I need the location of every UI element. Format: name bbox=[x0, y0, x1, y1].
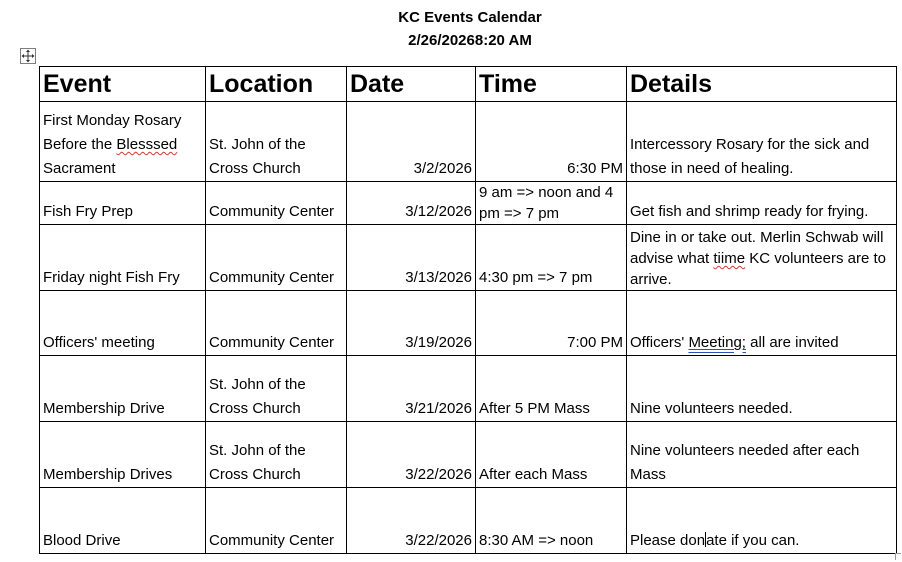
details-text: Get fish and shrimp ready for frying. bbox=[630, 203, 869, 220]
header-event[interactable]: Event bbox=[40, 67, 206, 102]
cell-date[interactable]: 3/22/2026 bbox=[347, 422, 476, 488]
cell-event[interactable]: Friday night Fish Fry bbox=[40, 225, 206, 291]
cell-location[interactable]: St. John of the Cross Church bbox=[206, 356, 347, 422]
cell-location[interactable]: St. John of the Cross Church bbox=[206, 102, 347, 182]
details-text: Officers' bbox=[630, 334, 689, 351]
details-text: all are invited bbox=[745, 334, 839, 351]
spelling-error-word[interactable]: Blesssed bbox=[116, 136, 178, 153]
cell-details[interactable] bbox=[627, 182, 897, 225]
cell-details[interactable] bbox=[627, 102, 897, 182]
cell-location[interactable]: Community Center bbox=[206, 488, 347, 554]
cell-location[interactable]: Community Center bbox=[206, 182, 347, 225]
details-text: ate if you can. bbox=[706, 532, 800, 549]
cell-date[interactable]: 3/13/2026 bbox=[347, 225, 476, 291]
cell-details[interactable] bbox=[627, 225, 897, 291]
table-resize-handle[interactable] bbox=[895, 553, 901, 560]
cell-date[interactable]: 3/19/2026 bbox=[347, 291, 476, 356]
cell-date[interactable]: 3/12/2026 bbox=[347, 182, 476, 225]
events-table bbox=[39, 66, 897, 554]
cell-event[interactable]: Fish Fry Prep bbox=[40, 182, 206, 225]
document-title: KC Events Calendar bbox=[398, 9, 542, 26]
cell-details[interactable] bbox=[627, 356, 897, 422]
details-text: Intercessory Rosary for the sick and those in need of healing. bbox=[630, 136, 870, 177]
cell-date[interactable]: 3/22/2026 bbox=[347, 488, 476, 554]
cell-location[interactable]: Community Center bbox=[206, 291, 347, 356]
grammar-flag-word[interactable]: Meeting; bbox=[688, 334, 746, 351]
table-row bbox=[40, 422, 897, 488]
header-details[interactable]: Details bbox=[627, 67, 897, 102]
cell-date[interactable]: 3/2/2026 bbox=[347, 102, 476, 182]
details-text: KC volunteers are to arrive. bbox=[630, 250, 886, 288]
details-text: Nine volunteers needed after each Mass bbox=[630, 442, 860, 483]
document-subtitle: 2/26/20268:20 AM bbox=[408, 32, 532, 49]
table-row bbox=[40, 225, 897, 291]
cell-time[interactable]: 6:30 PM bbox=[476, 102, 627, 182]
table-row bbox=[40, 356, 897, 422]
header-date[interactable]: Date bbox=[347, 67, 476, 102]
cell-event[interactable]: Membership Drive bbox=[40, 356, 206, 422]
table-row bbox=[40, 182, 897, 225]
cell-time[interactable]: 9 am => noon and 4 pm => 7 pm bbox=[476, 182, 627, 225]
header-location[interactable]: Location bbox=[206, 67, 347, 102]
cell-time[interactable]: 7:00 PM bbox=[476, 291, 627, 356]
cell-details[interactable] bbox=[627, 291, 897, 356]
cell-location[interactable]: Community Center bbox=[206, 225, 347, 291]
table-header-row bbox=[40, 67, 897, 102]
table-row bbox=[40, 291, 897, 356]
cell-date[interactable]: 3/21/2026 bbox=[347, 356, 476, 422]
event-text: First Monday Rosary Before the bbox=[43, 112, 182, 153]
event-text: Sacrament bbox=[43, 160, 116, 177]
cell-time[interactable]: After 5 PM Mass bbox=[476, 356, 627, 422]
spelling-error-word[interactable]: tiime bbox=[713, 250, 746, 267]
cell-time[interactable]: After each Mass bbox=[476, 422, 627, 488]
details-text: Dine in or take out. Merlin Schwab will advise what bbox=[630, 229, 884, 267]
cell-location[interactable]: St. John of the Cross Church bbox=[206, 422, 347, 488]
details-text: Please don bbox=[630, 532, 706, 549]
cell-details[interactable] bbox=[627, 488, 897, 554]
table-row bbox=[40, 488, 897, 554]
cell-time[interactable]: 4:30 pm => 7 pm bbox=[476, 225, 627, 291]
cell-event[interactable]: Officers' meeting bbox=[40, 291, 206, 356]
cell-time[interactable]: 8:30 AM => noon bbox=[476, 488, 627, 554]
cell-details[interactable] bbox=[627, 422, 897, 488]
cell-event[interactable]: Blood Drive bbox=[40, 488, 206, 554]
header-time[interactable]: Time bbox=[476, 67, 627, 102]
cell-event[interactable]: Membership Drives bbox=[40, 422, 206, 488]
table-move-handle-icon[interactable] bbox=[20, 48, 36, 64]
table-row bbox=[40, 102, 897, 182]
cell-event[interactable] bbox=[40, 102, 206, 182]
details-text: Nine volunteers needed. bbox=[630, 400, 793, 417]
